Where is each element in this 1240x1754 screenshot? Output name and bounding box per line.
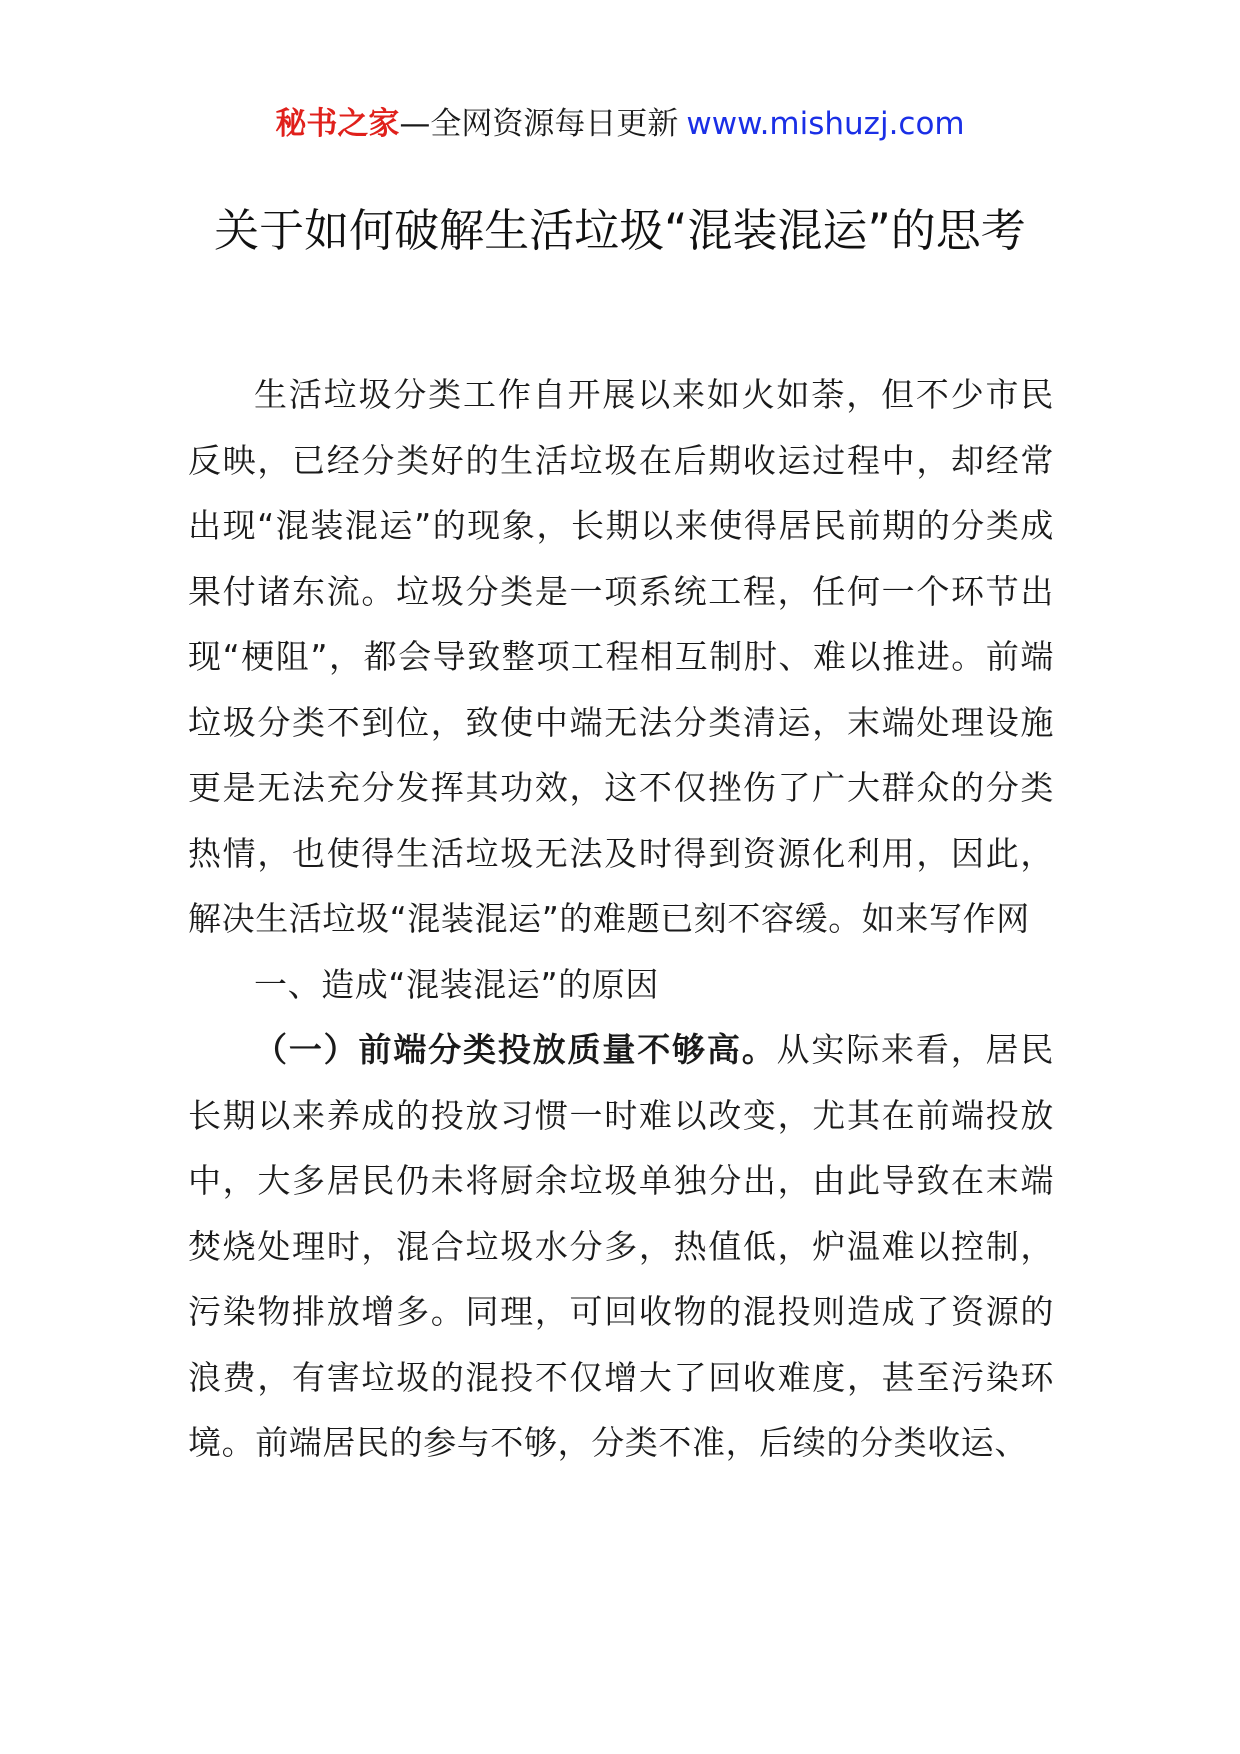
header-tagline: —全网资源每日更新 — [399, 106, 679, 142]
subsection-paragraph-text: 从实际来看，居民长期以来养成的投放习惯一时难以改变，尤其在前端投放中，大多居民仍未将厨余垃圾单独分出，由此导致在末端焚烧处理时，混合垃圾水分多，热值低，炉温难以控制，污染物排放增多。同理，可回收物的混投则造成了资源的浪费，有害垃圾的混投不仅增大了回收难度，甚至污染环境。前端居民的参与不够，分类不准，后续的分类收运、 — [188, 1030, 1054, 1462]
site-url-link[interactable]: www.mishuzj.com — [686, 106, 965, 142]
intro-paragraph — [188, 362, 1054, 952]
document-title: 关于如何破解生活垃圾“混装混运”的思考 — [214, 204, 1026, 257]
subsection-lead: （一）前端分类投放质量不够高。 — [254, 1030, 777, 1069]
intro-paragraph-text: 生活垃圾分类工作自开展以来如火如荼，但不少市民反映，已经分类好的生活垃圾在后期收运过程中，却经常出现“混装混运”的现象，长期以来使得居民前期的分类成果付诸东流。垃圾分类是一项系统工程，任何一个环节出现“梗阻”，都会导致整项工程相互制肘、难以推进。前端垃圾分类不到位，致使中端无法分类清运，末端处理设施更是无法充分发挥其功效，这不仅挫伤了广大群众的分类热情，也使得生活垃圾无法及时得到资源化利用，因此，解决生活垃圾“混装混运”的难题已刻不容缓。如来写作网 — [188, 375, 1054, 938]
section-heading-text: 一、造成“混装混运”的原因 — [254, 964, 659, 1004]
subsection-paragraph — [188, 1017, 1054, 1476]
section-heading — [188, 952, 1054, 1018]
site-header — [0, 104, 1240, 144]
brand-name: 秘书之家 — [275, 106, 400, 142]
document-body — [188, 362, 1054, 1476]
